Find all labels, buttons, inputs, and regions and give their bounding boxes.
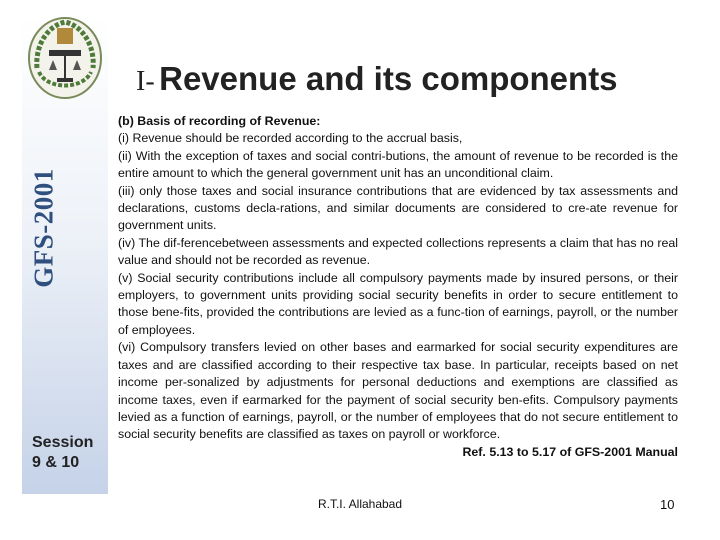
- footer-institution: R.T.I. Allahabad: [317, 497, 403, 511]
- list-item: (ii) With the exception of taxes and social contri-butions, the amount of revenue to be recorded is the entire amount to which the general government unit has an unconditional claim.: [118, 148, 678, 181]
- list-item: (v) Social security contributions include all compulsory payments made by insured persons, or their employers, to government units providing social security benefits in order to secure entitlement to those bene-fits, provided the contributions are levied as a func-tion of earnings, payroll, or the number of employees.: [118, 270, 678, 337]
- page-title: [136, 60, 618, 98]
- emblem-icon: [27, 16, 103, 100]
- session-line-1: Session: [32, 434, 94, 451]
- title-roman: I-: [136, 66, 155, 97]
- gfs-vertical-label: GFS-2001: [28, 168, 59, 288]
- title-text: Revenue and its components: [159, 60, 618, 97]
- section-heading: (b) Basis of recording of Revenue:: [118, 114, 321, 128]
- list-item: (i) Revenue should be recorded according to the accrual basis,: [118, 131, 463, 146]
- session-line-2: 9 & 10: [32, 454, 80, 471]
- content-body: [118, 113, 678, 461]
- session-label: [32, 433, 93, 473]
- page-number: 10: [660, 497, 675, 512]
- list-item: (vi) Compulsory transfers levied on other bases and earmarked for social security expenditures are taxes and are classified according to their respective tax base. In particular, receipts based on net income per-sonalized by adjustments for personal deductions and exemptions are classified as income taxes, even if earmarked for the payment of social security ben-efits. Compulsory payments levied as a function of earnings, payroll, or the number of employees that do not secure entitlement to social security benefits are classified as taxes on payroll or workforce.: [118, 340, 678, 442]
- list-item: (iv) The dif-ferencebetween assessments and expected collections represents a claim that has no real value and should not be recorded as revenue.: [118, 235, 678, 268]
- list-item: (iii) only those taxes and social insurance contributions that are evidenced by tax assessments and declarations, customs decla-rations, and similar documents are considered to cre-ate revenue for government units.: [118, 183, 678, 233]
- reference-note: Ref. 5.13 to 5.17 of GFS-2001 Manual: [462, 444, 678, 459]
